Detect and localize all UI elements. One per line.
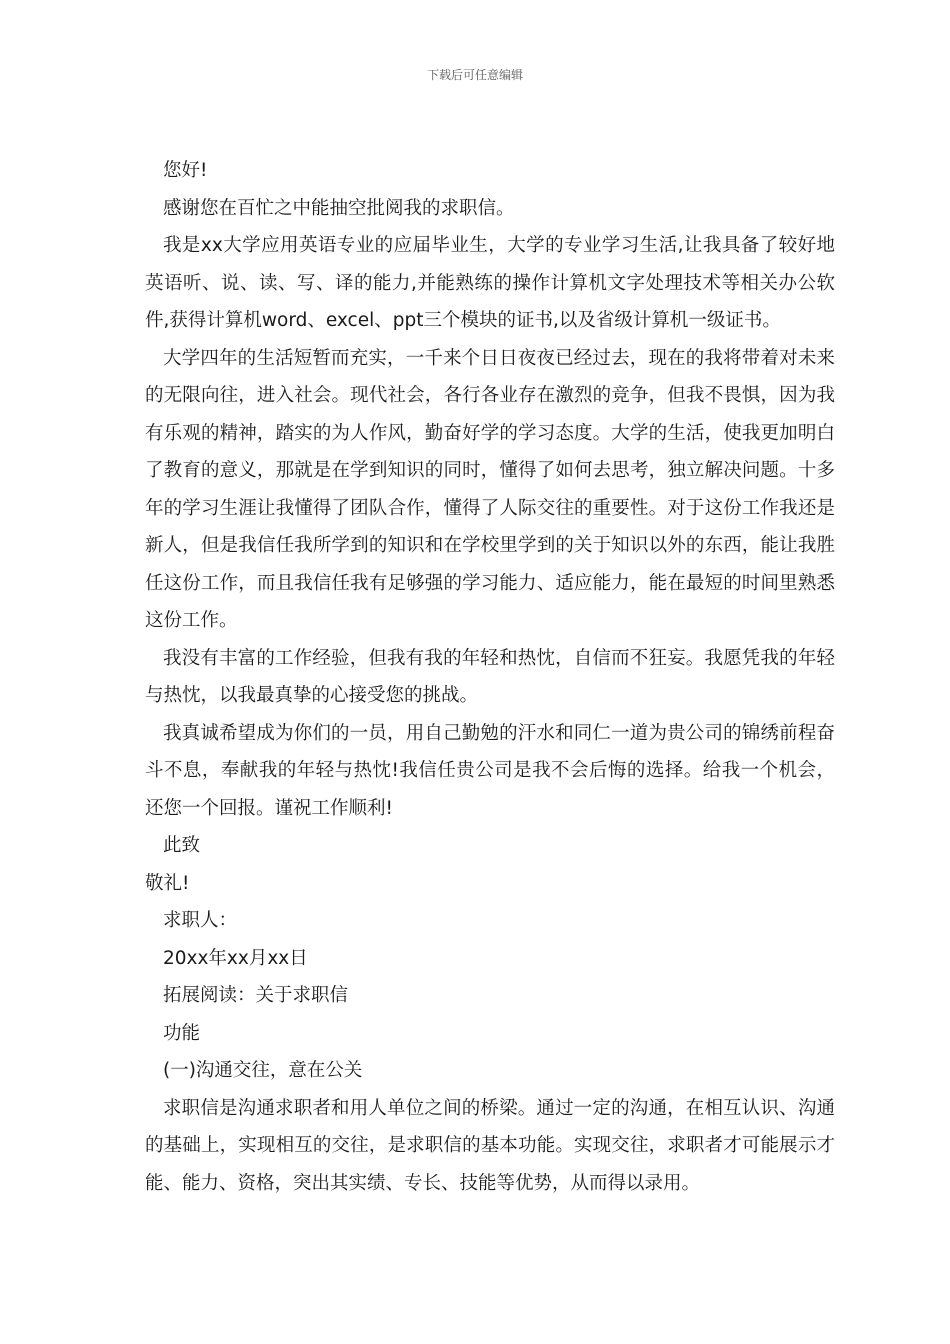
- paragraph-experience: 我没有丰富的工作经验，但我有我的年轻和热忱，自信而不狂妄。我愿凭我的年轻与热忱，以我最真挚的心接受您的挑战。: [145, 647, 835, 706]
- paragraph-university-life: 大学四年的生活短暂而充实，一千来个日日夜夜已经过去，现在的我将带着对未来的无限向往，进入社会。现代社会，各行各业存在激烈的竞争，但我不畏惧，因为我有乐观的精神，踏实的为人作风，勤奋好学的学习态度。大学的生活，使我更加明白了教育的意义，那就是在学到知识的同时，懂得了如何去思考，独立解决问题。十多年的学习生涯让我懂得了团队合作，懂得了人际交往的重要性。对于这份工作我还是新人，但是我信任我所学到的知识和在学校里学到的关于知识以外的东西，能让我胜任这份工作，而且我信任我有足够强的学习能力、适应能力，能在最短的时间里熟悉这份工作。: [145, 347, 835, 631]
- paragraph-hope: 我真诚希望成为你们的一员，用自己勤勉的汗水和同仁一道为贵公司的锦绣前程奋斗不息，奉献我的年轻与热忱!我信任贵公司是我不会后悔的选择。给我一个机会，还您一个回报。谨祝工作顺利!: [145, 722, 835, 819]
- section-heading: 功能: [163, 1022, 201, 1044]
- page-header: 下载后可任意编辑: [426, 68, 523, 82]
- paragraph-function: 求职信是沟通求职者和用人单位之间的桥梁。通过一定的沟通，在相互认识、沟通的基础上，实现相互的交往，是求职信的基本功能。实现交往，求职者才可能展示才能、能力、资格，突出其实绩、专长、技能等优势，从而得以录用。: [145, 1097, 835, 1194]
- letter-date: 20xx年xx月xx日: [163, 947, 308, 969]
- letter-body: [145, 152, 835, 1202]
- closing-salutation: 此致: [163, 835, 201, 856]
- extended-reading-title: 拓展阅读：关于求职信: [163, 985, 349, 1006]
- thanks-line: 感谢您在百忙之中能抽空批阅我的求职信。: [163, 197, 515, 219]
- greeting: 您好!: [163, 160, 208, 181]
- subsection-heading: (一)沟通交往，意在公关: [163, 1060, 363, 1081]
- paragraph-education: 我是xx大学应用英语专业的应届毕业生，大学的专业学习生活,让我具备了较好地英语听、说、读、写、译的能力,并能熟练的操作计算机文字处理技术等相关办公软件,获得计算机word、excel、ppt三个模块的证书,以及省级计算机一级证书。: [145, 235, 835, 331]
- signer-label: 求职人：: [163, 910, 238, 931]
- closing-regards: 敬礼!: [145, 872, 190, 894]
